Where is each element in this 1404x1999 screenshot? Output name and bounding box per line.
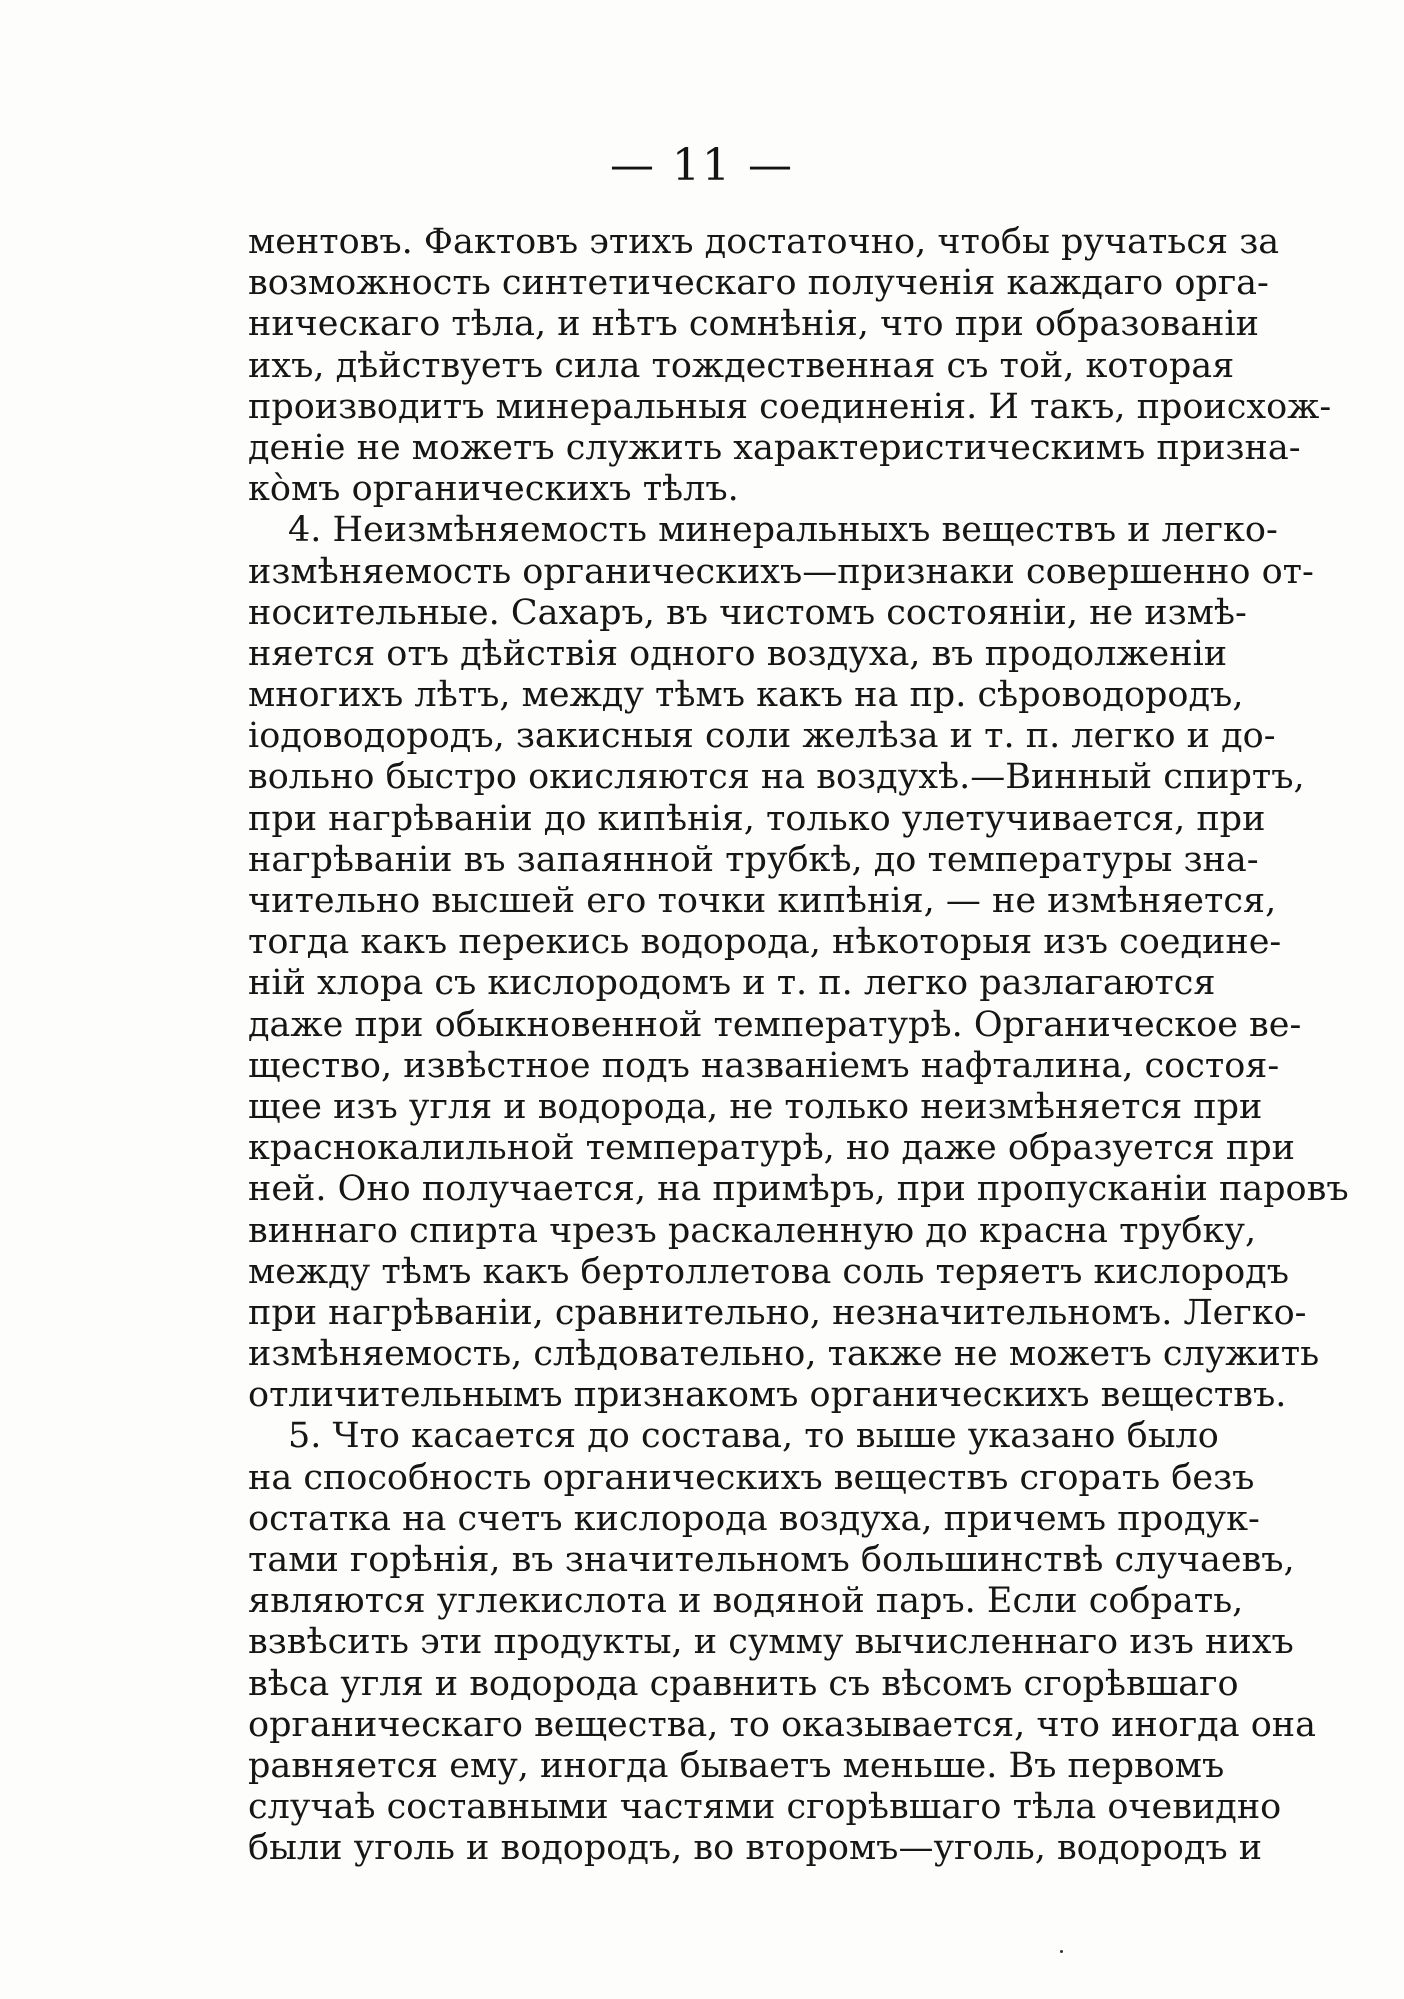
text-line: ихъ, дѣйствуетъ сила тождественная съ той, которая xyxy=(248,345,1235,386)
text-line: на способность органическихъ веществъ сгорать безъ xyxy=(248,1457,1255,1498)
text-line: взвѣсить эти продукты, и сумму вычисленнаго изъ нихъ xyxy=(248,1622,1294,1663)
text-line: вѣса угля и водорода сравнить съ вѣсомъ сгорѣвшаго xyxy=(248,1663,1239,1704)
text-line: отличительнымъ признакомъ органическихъ веществъ. xyxy=(248,1375,1287,1416)
text-line: многихъ лѣтъ, между тѣмъ какъ на пр. сѣроводородъ, xyxy=(248,675,1244,716)
text-line: тогда какъ перекись водорода, нѣкоторыя изъ соедине- xyxy=(248,922,1282,963)
text-line: чительно высшей его точки кипѣнія, — не измѣняется, xyxy=(248,881,1277,921)
print-speck xyxy=(1060,1950,1063,1953)
text-line: ній хлора съ кислородомъ и т. п. легко разлагаются xyxy=(248,963,1216,1004)
text-line: носительные. Сахаръ, въ чистомъ состояніи, не измѣ- xyxy=(248,592,1247,633)
body-text xyxy=(248,222,1349,1870)
text-line: возможность синтетическаго полученія каждаго орга- xyxy=(248,263,1269,304)
page-number: — 11 — xyxy=(610,140,794,191)
paragraph xyxy=(248,510,1349,1416)
text-line: ней. Оно получается, на примѣръ, при пропусканіи паровъ xyxy=(248,1169,1349,1210)
text-line: остатка на счетъ кислорода воздуха, причемъ продук- xyxy=(248,1498,1260,1539)
text-line: 5. Что касается до состава, то выше указано было xyxy=(288,1416,1219,1457)
text-line: являются углекислота и водяной паръ. Если собрать, xyxy=(248,1581,1244,1622)
text-line: при нагрѣваніи до кипѣнія, только улетучивается, при xyxy=(248,798,1266,839)
text-line: щее изъ угля и водорода, не только неизмѣняется при xyxy=(248,1086,1263,1127)
text-line: вольно быстро окисляются на воздухѣ.—Винный спиртъ, xyxy=(248,757,1305,798)
text-line: измѣняемость, слѣдовательно, также не можетъ служить xyxy=(248,1334,1320,1375)
text-line: деніе не можетъ служить характеристическимъ призна- xyxy=(248,427,1301,468)
text-line: виннаго спирта чрезъ раскаленную до красна трубку, xyxy=(248,1210,1257,1251)
text-line: няется отъ дѣйствія одного воздуха, въ продолженіи xyxy=(248,633,1228,674)
text-line: случаѣ составными частями сгорѣвшаго тѣла очевидно xyxy=(248,1787,1282,1828)
text-line: щество, извѣстное подъ названіемъ нафталина, состоя- xyxy=(248,1045,1280,1086)
text-line: равняется ему, иногда бываетъ меньше. Въ первомъ xyxy=(248,1745,1225,1786)
text-line: производитъ минеральныя соединенія. И такъ, происхож- xyxy=(248,386,1332,427)
text-line: іодоводородъ, закисныя соли желѣза и т. п. легко и до- xyxy=(248,716,1276,757)
paragraph xyxy=(248,222,1332,510)
text-line: ническаго тѣла, и нѣтъ сомнѣнія, что при образованіи xyxy=(248,304,1259,345)
text-line: органическаго вещества, то оказывается, что иногда она xyxy=(248,1704,1316,1745)
text-line: ментовъ. Фактовъ этихъ достаточно, чтобы ручаться за xyxy=(248,222,1280,262)
text-line: тами горѣнія, въ значительномъ большинствѣ случаевъ, xyxy=(248,1540,1295,1580)
text-line: кòмъ органическихъ тѣлъ. xyxy=(248,469,739,510)
text-line: 4. Неизмѣняемость минеральныхъ веществъ и легко- xyxy=(288,510,1278,551)
text-line: были уголь и водородъ, во второмъ—уголь, водородъ и xyxy=(248,1828,1263,1869)
text-line: измѣняемость органическихъ—признаки совершенно от- xyxy=(248,551,1314,592)
paragraph xyxy=(248,1416,1316,1869)
text-line: краснокалильной температурѣ, но даже образуется при xyxy=(248,1128,1295,1169)
text-line: нагрѣваніи въ запаянной трубкѣ, до температуры зна- xyxy=(248,839,1259,880)
text-line: между тѣмъ какъ бертоллетова соль теряетъ кислородъ xyxy=(248,1251,1289,1292)
text-line: при нагрѣваніи, сравнительно, незначительномъ. Легко- xyxy=(248,1292,1307,1333)
text-line: даже при обыкновенной температурѣ. Органическое ве- xyxy=(248,1004,1302,1045)
